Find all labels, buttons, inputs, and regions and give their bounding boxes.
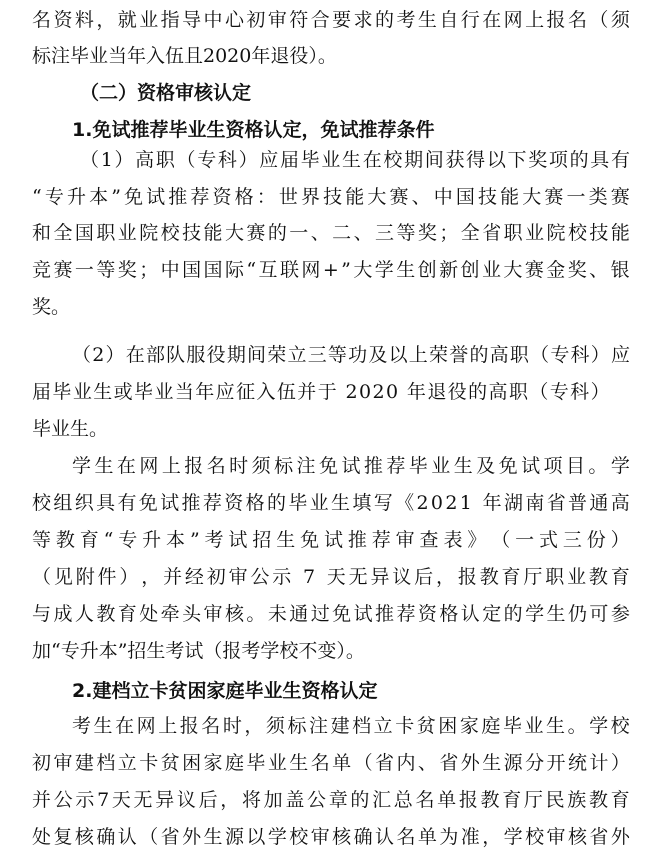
text-line: 标注毕业当年入伍且2020年退役）。 bbox=[32, 45, 337, 67]
text-line: 学 生 在 网 上 报 名 时 须 标 注 免 试 推 荐 毕 业 生 及 免 试 项 目 。 学 bbox=[72, 455, 630, 477]
text-line: 校 组 织 具 有 免 试 推 荐 资 格 的 毕 业 生 填 写 《 2 0 2 1 年 湖 南 省 普 通 高 bbox=[32, 492, 630, 514]
text-line: 处 复 核 确 认 （ 省 外 生 源 以 学 校 审 核 确 认 名 单 为 准 ， 学 校 审 核 省 外 bbox=[32, 826, 630, 848]
text-line: 并 公 示 7 天 无 异 议 后 ， 将 加 盖 公 章 的 汇 总 名 单 报 教 育 厅 民 族 教 育 bbox=[32, 789, 630, 811]
text-line: （ 1 ） 高 职 （ 专 科 ） 应 届 毕 业 生 在 校 期 间 获 得 以 下 奖 项 的 具 有 bbox=[80, 149, 630, 171]
section-heading: （二）资格审核认定 bbox=[80, 82, 252, 104]
text-line: 等 教 育 “ 专 升 本 ” 考 试 招 生 免 试 推 荐 审 查 表 》 （ 一 式 三 份 ） bbox=[32, 529, 630, 551]
text-line: 奖。 bbox=[32, 296, 71, 318]
text-line: 和 全 国 职 业 院 校 技 能 大 赛 的 一 、 二 、 三 等 奖 ； 全 省 职 业 院 校 技 能 bbox=[32, 222, 630, 244]
text-line: 考 生 在 网 上 报 名 时 ， 须 标 注 建 档 立 卡 贫 困 家 庭 毕 业 生 。 学 校 bbox=[72, 715, 630, 737]
text-line: 名 资 料 ， 就 业 指 导 中 心 初 审 符 合 要 求 的 考 生 自 行 在 网 上 报 名 （ 须 bbox=[32, 9, 630, 31]
text-line: 届 毕 业 生 或 毕 业 当 年 应 征 入 伍 并 于 2 0 2 0 年 退 役 的 高 职 （ 专 科 ） bbox=[32, 381, 610, 403]
subsection-heading: 2.建档立卡贫困家庭毕业生资格认定 bbox=[72, 680, 378, 702]
text-line: 竞 赛 一 等 奖 ； 中 国 国 际 “ 互 联 网 + ” 大 学 生 创 新 创 业 大 赛 金 奖 、 银 bbox=[32, 259, 630, 281]
text-line: （ 见 附 件 ） ， 并 经 初 审 公 示 7 天 无 异 议 后 ， 报 教 育 厅 职 业 教 育 bbox=[32, 566, 630, 588]
text-line: “ 专 升 本 ” 免 试 推 荐 资 格 ： 世 界 技 能 大 赛 、 中 国 技 能 大 赛 一 类 赛 bbox=[32, 186, 630, 208]
text-line: （ 2 ） 在 部 队 服 役 期 间 荣 立 三 等 功 及 以 上 荣 誉 的 高 职 （ 专 科 ） 应 bbox=[72, 344, 630, 366]
text-line: 毕业生。 bbox=[32, 418, 109, 440]
subsection-heading: 1.免试推荐毕业生资格认定，免试推荐条件 bbox=[72, 119, 435, 141]
text-line: 加“专升本”招生考试（报考学校不变）。 bbox=[32, 640, 365, 662]
text-line: 与 成 人 教 育 处 牵 头 审 核 。 未 通 过 免 试 推 荐 资 格 认 定 的 学 生 仍 可 参 bbox=[32, 603, 630, 625]
text-line: 初 审 建 档 立 卡 贫 困 家 庭 毕 业 生 名 单 （ 省 内 、 省 外 生 源 分 开 统 计 ） bbox=[32, 752, 630, 774]
